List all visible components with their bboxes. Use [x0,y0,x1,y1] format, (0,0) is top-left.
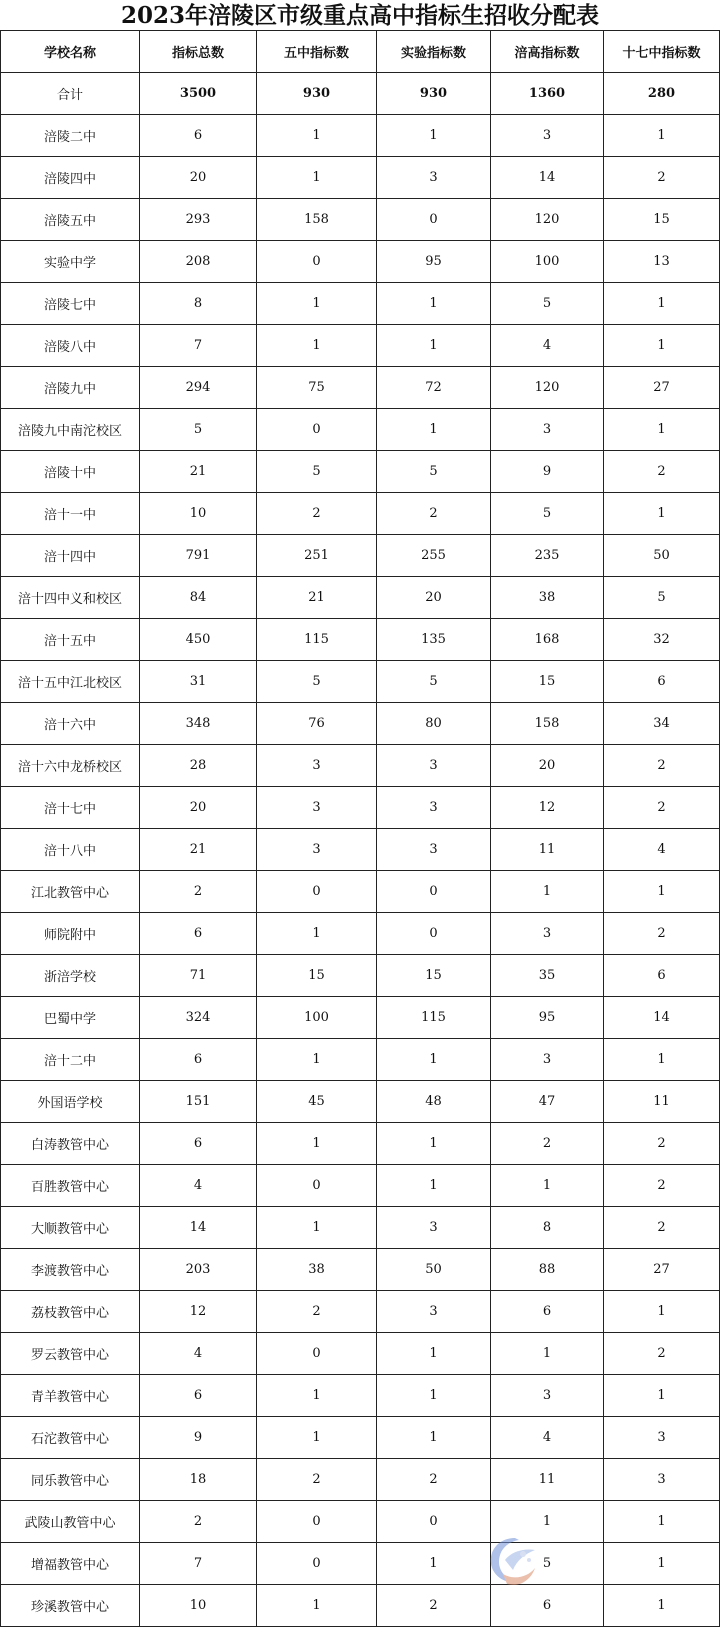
quota-cell: 0 [377,199,491,241]
quota-cell: 158 [491,703,604,745]
table-row [1,1039,720,1081]
table-row [1,1207,720,1249]
quota-cell: 0 [377,1501,491,1543]
table-row [1,241,720,283]
quota-cell: 324 [140,997,257,1039]
quota-cell: 11 [491,1459,604,1501]
table-row [1,955,720,997]
quota-cell: 6 [140,913,257,955]
school-name-cell: 李渡教管中心 [1,1249,140,1291]
quota-cell: 1 [604,325,720,367]
quota-cell: 2 [257,1291,377,1333]
school-name-cell: 石沱教管中心 [1,1417,140,1459]
quota-cell: 1 [257,1585,377,1627]
school-name-cell: 荔枝教管中心 [1,1291,140,1333]
school-name-cell: 罗云教管中心 [1,1333,140,1375]
quota-cell: 21 [140,451,257,493]
quota-cell: 2 [377,1585,491,1627]
school-name-cell: 百胜教管中心 [1,1165,140,1207]
quota-cell: 151 [140,1081,257,1123]
quota-cell: 5 [140,409,257,451]
quota-cell: 1 [257,157,377,199]
quota-cell: 5 [491,1543,604,1585]
quota-cell: 1 [604,1585,720,1627]
quota-cell: 50 [377,1249,491,1291]
quota-cell: 5 [491,493,604,535]
header-total-quota: 指标总数 [140,31,257,73]
quota-cell: 293 [140,199,257,241]
quota-cell: 1 [604,1543,720,1585]
school-name-cell: 师院附中 [1,913,140,955]
quota-cell: 1 [491,1501,604,1543]
quota-cell: 4 [140,1165,257,1207]
quota-cell: 5 [377,661,491,703]
quota-cell: 1 [604,1375,720,1417]
quota-cell: 1 [257,115,377,157]
quota-cell: 3 [257,745,377,787]
quota-cell: 76 [257,703,377,745]
school-name-cell: 白涛教管中心 [1,1123,140,1165]
school-name-cell: 涪十六中 [1,703,140,745]
school-name-cell: 涪陵四中 [1,157,140,199]
table-body [1,31,720,1627]
table-row [1,367,720,409]
table-header-row [1,31,720,73]
total-value: 3500 [140,73,257,115]
quota-cell: 15 [377,955,491,997]
quota-cell: 6 [491,1585,604,1627]
quota-cell: 3 [491,1375,604,1417]
school-name-cell: 浙涪学校 [1,955,140,997]
quota-cell: 0 [257,871,377,913]
quota-cell: 115 [377,997,491,1039]
header-fugao-quota: 涪高指标数 [491,31,604,73]
quota-cell: 100 [257,997,377,1039]
quota-cell: 2 [604,1123,720,1165]
quota-cell: 14 [604,997,720,1039]
quota-cell: 1 [377,1375,491,1417]
table-row [1,1543,720,1585]
quota-cell: 31 [140,661,257,703]
quota-cell: 1 [604,1039,720,1081]
quota-cell: 6 [491,1291,604,1333]
table-row [1,1375,720,1417]
quota-cell: 4 [604,829,720,871]
quota-cell: 10 [140,1585,257,1627]
header-school-name: 学校名称 [1,31,140,73]
quota-cell: 1 [604,283,720,325]
quota-cell: 28 [140,745,257,787]
table-row [1,1165,720,1207]
table-row [1,451,720,493]
quota-cell: 3 [604,1417,720,1459]
quota-cell: 3 [377,157,491,199]
quota-cell: 1 [491,871,604,913]
quota-cell: 1 [257,283,377,325]
quota-cell: 168 [491,619,604,661]
quota-cell: 35 [491,955,604,997]
header-shiqizhong-quota: 十七中指标数 [604,31,720,73]
quota-cell: 1 [377,283,491,325]
quota-cell: 1 [257,1375,377,1417]
table-row [1,1459,720,1501]
quota-cell: 1 [257,913,377,955]
school-name-cell: 涪陵二中 [1,115,140,157]
total-label: 合计 [1,73,140,115]
quota-cell: 45 [257,1081,377,1123]
quota-cell: 0 [377,871,491,913]
table-row [1,661,720,703]
quota-cell: 1 [604,1291,720,1333]
quota-cell: 1 [604,493,720,535]
quota-cell: 3 [604,1459,720,1501]
table-row [1,283,720,325]
school-name-cell: 涪十一中 [1,493,140,535]
quota-cell: 3 [377,1207,491,1249]
school-name-cell: 江北教管中心 [1,871,140,913]
quota-cell: 5 [377,451,491,493]
table-row [1,1333,720,1375]
quota-cell: 3 [257,829,377,871]
quota-cell: 2 [604,745,720,787]
quota-cell: 203 [140,1249,257,1291]
quota-cell: 2 [604,1165,720,1207]
quota-cell: 12 [140,1291,257,1333]
school-name-cell: 涪陵七中 [1,283,140,325]
allocation-table [0,30,720,1627]
quota-cell: 14 [491,157,604,199]
quota-cell: 8 [491,1207,604,1249]
school-name-cell: 涪陵十中 [1,451,140,493]
quota-cell: 1 [604,115,720,157]
quota-cell: 95 [491,997,604,1039]
quota-cell: 6 [604,661,720,703]
school-name-cell: 同乐教管中心 [1,1459,140,1501]
quota-cell: 1 [377,1165,491,1207]
total-value: 930 [377,73,491,115]
quota-cell: 9 [491,451,604,493]
quota-cell: 135 [377,619,491,661]
quota-cell: 1 [377,325,491,367]
quota-cell: 15 [257,955,377,997]
quota-cell: 47 [491,1081,604,1123]
page-title: 2023年涪陵区市级重点高中指标生招收分配表 [120,2,599,29]
quota-cell: 80 [377,703,491,745]
quota-cell: 208 [140,241,257,283]
table-row [1,1585,720,1627]
school-name-cell: 青羊教管中心 [1,1375,140,1417]
quota-cell: 48 [377,1081,491,1123]
quota-cell: 3 [377,1291,491,1333]
header-wuzhong-quota: 五中指标数 [257,31,377,73]
quota-cell: 84 [140,577,257,619]
school-name-cell: 涪陵八中 [1,325,140,367]
school-name-cell: 涪十七中 [1,787,140,829]
quota-cell: 0 [257,1165,377,1207]
quota-cell: 3 [491,1039,604,1081]
quota-cell: 3 [377,745,491,787]
quota-cell: 27 [604,367,720,409]
quota-cell: 1 [377,1543,491,1585]
quota-cell: 12 [491,787,604,829]
quota-cell: 2 [377,1459,491,1501]
quota-cell: 10 [140,493,257,535]
table-row [1,787,720,829]
quota-cell: 5 [257,451,377,493]
quota-cell: 1 [604,871,720,913]
school-name-cell: 实验中学 [1,241,140,283]
quota-cell: 1 [377,1417,491,1459]
quota-cell: 6 [140,1039,257,1081]
quota-cell: 1 [604,409,720,451]
quota-cell: 0 [257,409,377,451]
table-row [1,1501,720,1543]
quota-cell: 88 [491,1249,604,1291]
quota-cell: 2 [377,493,491,535]
table-row [1,115,720,157]
quota-cell: 1 [377,1333,491,1375]
total-value: 930 [257,73,377,115]
quota-cell: 120 [491,199,604,241]
table-row [1,997,720,1039]
quota-cell: 27 [604,1249,720,1291]
quota-cell: 0 [257,1333,377,1375]
quota-cell: 115 [257,619,377,661]
quota-cell: 235 [491,535,604,577]
quota-cell: 72 [377,367,491,409]
quota-cell: 38 [491,577,604,619]
quota-cell: 3 [491,913,604,955]
quota-cell: 8 [140,283,257,325]
school-name-cell: 涪十五中江北校区 [1,661,140,703]
school-name-cell: 涪十六中龙桥校区 [1,745,140,787]
table-row [1,1291,720,1333]
table-row [1,325,720,367]
table-row [1,199,720,241]
quota-cell: 9 [140,1417,257,1459]
table-row [1,409,720,451]
quota-cell: 120 [491,367,604,409]
table-row [1,577,720,619]
quota-cell: 0 [257,241,377,283]
quota-cell: 20 [491,745,604,787]
header-shiyan-quota: 实验指标数 [377,31,491,73]
table-row [1,1123,720,1165]
total-value: 1360 [491,73,604,115]
quota-cell: 0 [377,913,491,955]
quota-cell: 3 [491,409,604,451]
quota-cell: 32 [604,619,720,661]
quota-cell: 7 [140,325,257,367]
quota-cell: 20 [377,577,491,619]
quota-cell: 11 [604,1081,720,1123]
quota-cell: 50 [604,535,720,577]
total-value: 280 [604,73,720,115]
quota-cell: 1 [491,1333,604,1375]
quota-cell: 20 [140,787,257,829]
quota-cell: 6 [140,1123,257,1165]
quota-cell: 2 [604,451,720,493]
school-name-cell: 涪陵五中 [1,199,140,241]
quota-cell: 2 [491,1123,604,1165]
quota-cell: 100 [491,241,604,283]
quota-cell: 1 [257,1123,377,1165]
quota-cell: 1 [257,1417,377,1459]
quota-cell: 158 [257,199,377,241]
quota-cell: 6 [604,955,720,997]
quota-cell: 1 [491,1165,604,1207]
school-name-cell: 武陵山教管中心 [1,1501,140,1543]
quota-cell: 251 [257,535,377,577]
table-row [1,1249,720,1291]
quota-cell: 34 [604,703,720,745]
quota-cell: 21 [140,829,257,871]
quota-cell: 348 [140,703,257,745]
school-name-cell: 涪十八中 [1,829,140,871]
quota-cell: 4 [140,1333,257,1375]
table-row [1,913,720,955]
table-row [1,493,720,535]
quota-cell: 450 [140,619,257,661]
quota-cell: 11 [491,829,604,871]
quota-cell: 15 [604,199,720,241]
quota-cell: 14 [140,1207,257,1249]
school-name-cell: 涪十二中 [1,1039,140,1081]
quota-cell: 294 [140,367,257,409]
quota-cell: 2 [604,913,720,955]
quota-cell: 2 [140,871,257,913]
quota-cell: 3 [377,829,491,871]
quota-cell: 1 [377,115,491,157]
quota-cell: 2 [257,493,377,535]
quota-cell: 255 [377,535,491,577]
table-total-row [1,73,720,115]
quota-cell: 3 [257,787,377,829]
quota-cell: 4 [491,325,604,367]
school-name-cell: 涪十四中 [1,535,140,577]
quota-cell: 21 [257,577,377,619]
quota-cell: 3 [377,787,491,829]
table-row [1,157,720,199]
quota-cell: 2 [604,787,720,829]
school-name-cell: 巴蜀中学 [1,997,140,1039]
school-name-cell: 大顺教管中心 [1,1207,140,1249]
quota-cell: 5 [491,283,604,325]
quota-cell: 2 [257,1459,377,1501]
quota-cell: 6 [140,115,257,157]
quota-cell: 75 [257,367,377,409]
quota-cell: 18 [140,1459,257,1501]
quota-cell: 1 [257,1207,377,1249]
school-name-cell: 涪陵九中南沱校区 [1,409,140,451]
school-name-cell: 涪陵九中 [1,367,140,409]
table-row [1,1417,720,1459]
quota-cell: 5 [604,577,720,619]
school-name-cell: 增福教管中心 [1,1543,140,1585]
quota-cell: 2 [604,1333,720,1375]
quota-cell: 71 [140,955,257,997]
quota-cell: 95 [377,241,491,283]
quota-cell: 13 [604,241,720,283]
table-row [1,619,720,661]
school-name-cell: 外国语学校 [1,1081,140,1123]
school-name-cell: 涪十五中 [1,619,140,661]
school-name-cell: 珍溪教管中心 [1,1585,140,1627]
table-row [1,703,720,745]
quota-cell: 20 [140,157,257,199]
quota-cell: 2 [604,1207,720,1249]
quota-cell: 38 [257,1249,377,1291]
quota-cell: 1 [604,1501,720,1543]
table-row [1,829,720,871]
table-row [1,1081,720,1123]
quota-cell: 2 [604,157,720,199]
quota-cell: 0 [257,1501,377,1543]
quota-cell: 0 [257,1543,377,1585]
quota-cell: 3 [491,115,604,157]
quota-cell: 1 [377,1039,491,1081]
table-row [1,871,720,913]
school-name-cell: 涪十四中义和校区 [1,577,140,619]
quota-cell: 791 [140,535,257,577]
quota-cell: 7 [140,1543,257,1585]
quota-cell: 4 [491,1417,604,1459]
quota-cell: 5 [257,661,377,703]
quota-cell: 1 [257,325,377,367]
quota-cell: 6 [140,1375,257,1417]
quota-cell: 1 [377,1123,491,1165]
table-row [1,745,720,787]
quota-cell: 1 [377,409,491,451]
table-row [1,535,720,577]
quota-cell: 15 [491,661,604,703]
quota-cell: 1 [257,1039,377,1081]
quota-cell: 2 [140,1501,257,1543]
